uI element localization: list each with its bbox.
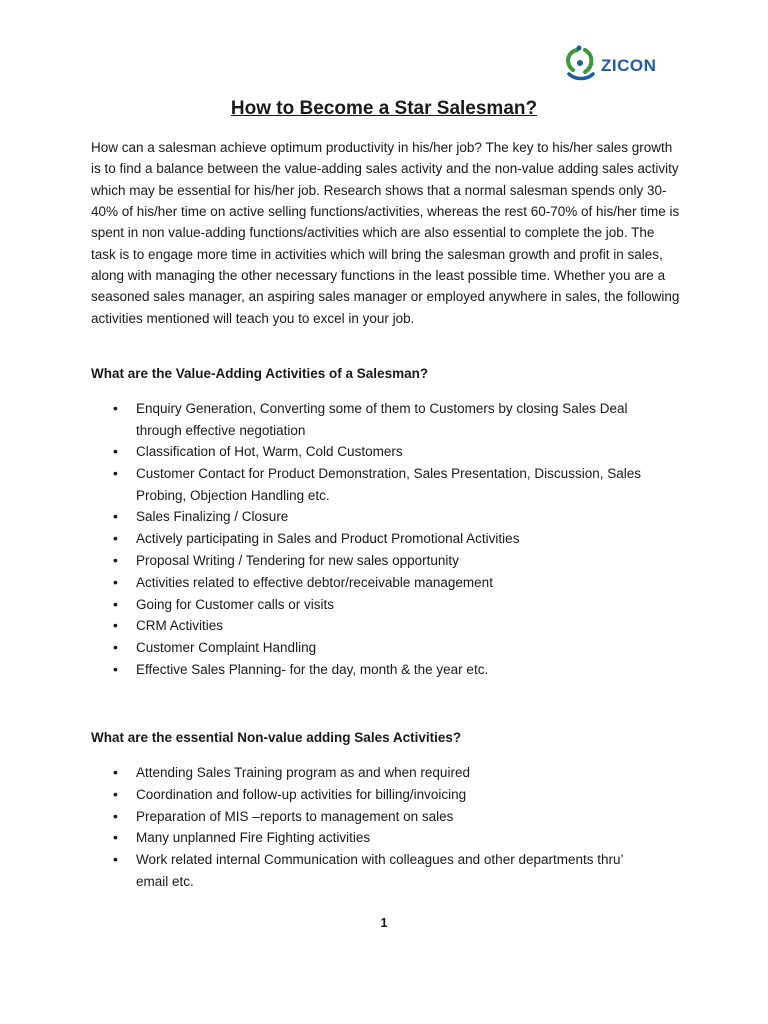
non-value-adding-list [0,762,768,892]
list-item [0,594,656,616]
list-item [0,572,656,594]
bullet-icon: • [113,807,118,824]
list-item [0,784,656,806]
list-item-text: Effective Sales Planning- for the day, month & the year etc. [136,661,489,677]
list-item [0,762,656,784]
list-item [0,615,656,637]
list-item [0,441,656,463]
list-item-text: Going for Customer calls or visits [136,596,335,612]
bullet-icon: • [113,764,118,780]
bullet-icon: • [113,851,118,868]
list-item [0,506,656,528]
list-item-text: Coordination and follow-up activities for billing/invoicing [136,786,467,802]
list-item [0,637,656,659]
zicon-logo-text: ZICON [601,56,657,75]
bullet-icon: • [113,573,118,590]
zicon-logo [563,44,681,82]
value-adding-list [0,398,768,681]
list-item [0,398,656,441]
zicon-swirl-logo-icon [563,44,681,82]
list-item-text: Classification of Hot, Warm, Cold Customers [136,444,403,460]
bullet-icon: • [113,551,118,568]
bullet-icon: • [113,785,118,802]
bullet-icon: • [113,530,118,547]
list-item [0,463,656,506]
list-item [0,849,656,892]
list-item [0,528,656,550]
value-adding-heading: What are the Value-Adding Activities of a Salesman? [91,366,429,381]
bullet-icon: • [113,465,118,482]
list-item-text: Actively participating in Sales and Product Promotional Activities [136,531,520,547]
bullet-icon: • [113,660,118,677]
bullet-icon: • [113,829,118,846]
list-item [0,659,656,681]
list-item [0,806,656,828]
bullet-icon: • [113,400,118,416]
bullet-icon: • [113,617,118,634]
list-item-text: Customer Complaint Handling [136,640,317,656]
list-item-text: Attending Sales Training program as and when required [136,765,470,780]
list-item [0,550,656,572]
list-item-text: Preparation of MIS –reports to management on sales [136,808,454,824]
list-item [0,827,656,849]
list-item-text: Work related internal Communication with colleagues and other departments thru’ email etc. [136,852,624,889]
list-item-text: Many unplanned Fire Fighting activities [136,830,371,846]
bullet-icon: • [113,508,118,525]
bullet-icon: • [113,443,118,460]
page-number: 1 [380,915,388,930]
bullet-icon: • [113,595,118,612]
list-item-text: Proposal Writing / Tendering for new sales opportunity [136,552,459,568]
list-item-text: Activities related to effective debtor/receivable management [136,574,493,590]
intro-paragraph: How can a salesman achieve optimum productivity in his/her job? The key to his/her sales growth is to find a balance between the value-adding sales activity and the non-value adding sales activity which may be essential for his/her job. Research shows that a normal salesman spends only 30-40% of his/her time on active selling functions/activities, whereas the rest 60-70% of his/her time is spent in non value-adding functions/activities which are also essential to complete the job. The task is to engage more time in activities which will bring the salesman growth and profit in sales, along with managing the other necessary functions in the least possible time. Whether you are a seasoned sales manager, an aspiring sales manager or employed anywhere in sales, the following activities mentioned will teach you to excel in your job. [91,140,680,326]
list-item-text: CRM Activities [136,618,224,634]
bullet-icon: • [113,639,118,656]
non-value-adding-heading: What are the essential Non-value adding Sales Activities? [91,730,462,745]
list-item-text: Customer Contact for Product Demonstration, Sales Presentation, Discussion, Sales Probing, Objection Handling etc. [136,466,641,503]
list-item-text: Enquiry Generation, Converting some of them to Customers by closing Sales Deal through effective negotiation [136,401,628,438]
document-title: How to Become a Star Salesman? [230,98,538,119]
list-item-text: Sales Finalizing / Closure [136,509,289,525]
